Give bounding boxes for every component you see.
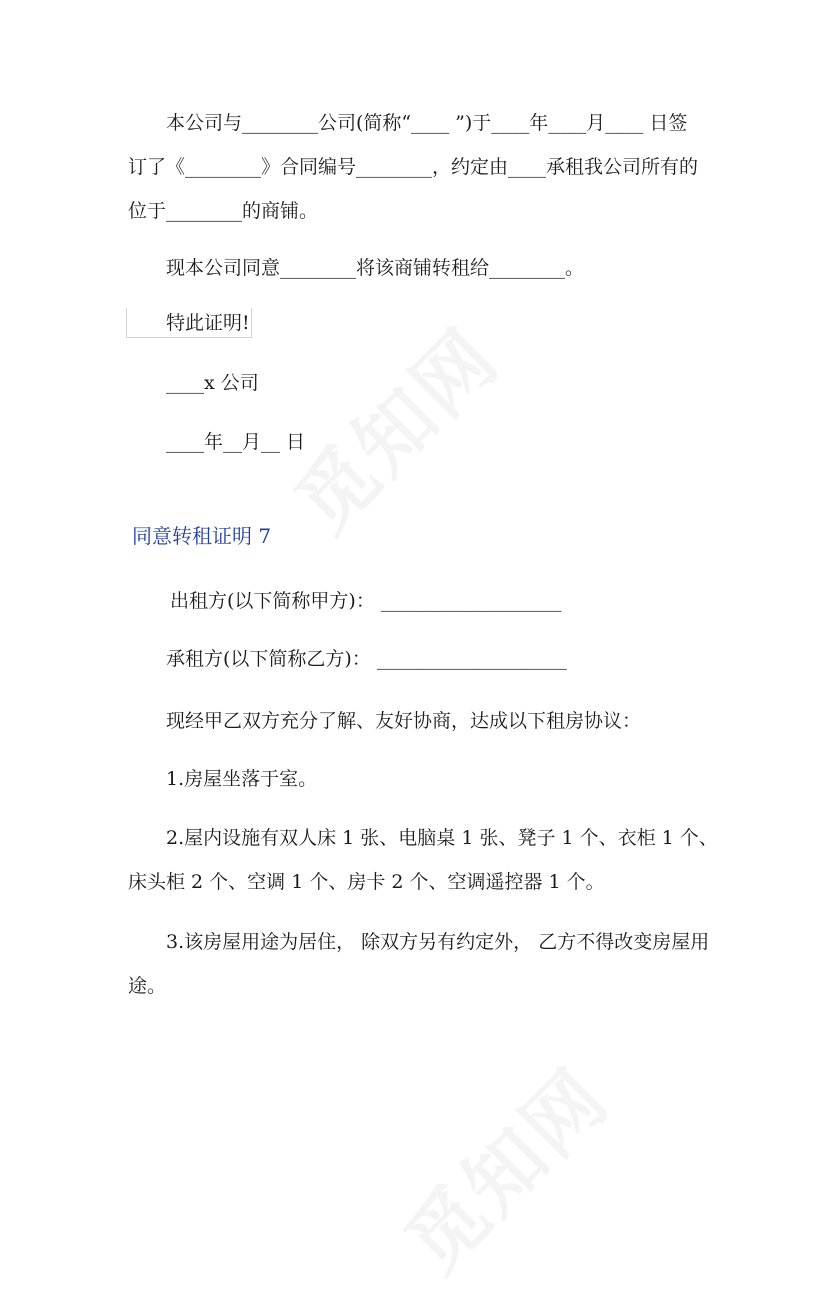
item-2-line1: 2.屋内设施有双人床 1 张、电脑桌 1 张、凳子 1 个、衣柜 1 个、: [166, 827, 718, 849]
signature-date: ____年__月__ 日: [166, 431, 306, 453]
watermark-main: 觅知网: [279, 312, 517, 550]
section-title: 同意转租证明 7: [132, 524, 272, 548]
item-1: 1.房屋坐落于室。: [166, 768, 318, 790]
para1-line2: 订了《________》合同编号________，约定由____承租我公司所有的: [128, 156, 699, 178]
para2: 现本公司同意________将该商铺转租给________。: [166, 257, 585, 279]
signature-company: ____x 公司: [166, 372, 259, 394]
lessee-line: 承租方(以下简称乙方)： ____________________: [166, 648, 567, 670]
statement-text: 特此证明!: [166, 312, 250, 334]
agreement-intro: 现经甲乙双方充分了解、友好协商，达成以下租房协议：: [166, 710, 642, 732]
item-2-line2: 床头柜 2 个、空调 1 个、房卡 2 个、空调遥控器 1 个。: [128, 871, 605, 893]
watermark-bottom: 觅知网: [389, 1052, 627, 1290]
para1-line3: 位于________的商铺。: [128, 200, 319, 222]
para1-line1: 本公司与________公司(简称“____ ”)于____年____月____ 日签: [166, 112, 688, 134]
item-3-line1: 3.该房屋用途为居住， 除双方另有约定外， 乙方不得改变房屋用: [166, 931, 710, 953]
lessor-line: 出租方(以下简称甲方)： ___________________: [170, 590, 562, 612]
item-3-line2: 途。: [128, 975, 167, 997]
